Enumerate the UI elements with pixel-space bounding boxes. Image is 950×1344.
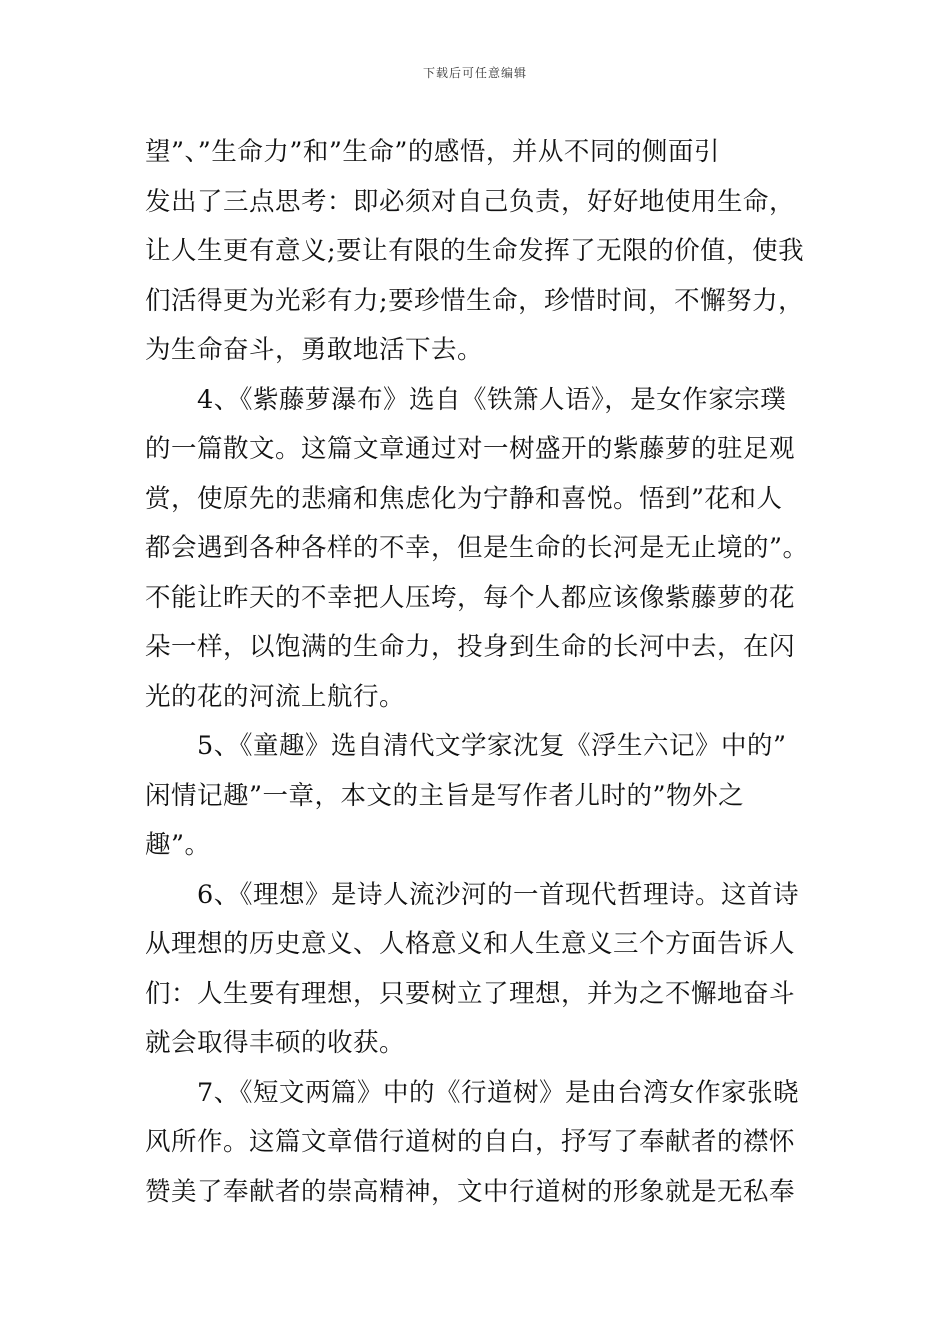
text-line: 们活得更为光彩有力;要珍惜生命，珍惜时间，不懈努力，: [145, 285, 805, 316]
document-body: [145, 128, 807, 1217]
text-line: 们：人生要有理想，只要树立了理想，并为之不懈地奋斗: [145, 978, 796, 1009]
text-line: 就会取得丰硕的收获。: [145, 1028, 406, 1058]
text-line: 光的花的河流上航行。: [145, 681, 406, 712]
paragraph-start-line: 7、《短文两篇》中的《行道树》是由台湾女作家张晓: [197, 1077, 799, 1108]
text-line: 从理想的历史意义、人格意义和人生意义三个方面告诉人: [145, 929, 796, 959]
text-line: 趣”。: [145, 830, 211, 860]
text-line: 朵一样，以饱满的生命力，投身到生命的长河中去，在闪: [145, 632, 796, 662]
text-line: 赏，使原先的悲痛和焦虑化为宁静和喜悦。悟到”花和人: [145, 483, 783, 514]
text-line: 风所作。这篇文章借行道树的自白，抒写了奉献者的襟怀: [145, 1127, 796, 1157]
paragraph-start-line: 6、《理想》是诗人流沙河的一首现代哲理诗。这首诗: [197, 879, 799, 910]
text-line: 都会遇到各种各样的不幸，但是生命的长河是无止境的”。: [145, 533, 809, 563]
text-line: 让人生更有意义;要让有限的生命发挥了无限的价值，使我: [145, 236, 805, 266]
page-header: 下载后可任意编辑: [422, 66, 527, 80]
text-line: 闲情记趣”一章，本文的主旨是写作者儿时的”物外之: [145, 780, 745, 811]
paragraph-start-line: 5、《童趣》选自清代文学家沈复《浮生六记》中的”: [197, 731, 787, 761]
text-line: 不能让昨天的不幸把人压垮，每个人都应该像紫藤萝的花: [145, 582, 796, 613]
paragraph-start-line: 4、《紫藤萝瀑布》选自《铁箫人语》，是女作家宗璞: [197, 384, 787, 415]
text-line: 的一篇散文。这篇文章通过对一树盛开的紫藤萝的驻足观: [145, 434, 796, 464]
text-line: 赞美了奉献者的崇高精神，文中行道树的形象就是无私奉: [145, 1176, 796, 1207]
text-line: 发出了三点思考：即必须对自己负责，好好地使用生命，: [145, 186, 796, 217]
text-line: 望”、”生命力”和”生命”的感悟，并从不同的侧面引: [145, 137, 720, 167]
text-line: 为生命奋斗，勇敢地活下去。: [145, 335, 484, 365]
